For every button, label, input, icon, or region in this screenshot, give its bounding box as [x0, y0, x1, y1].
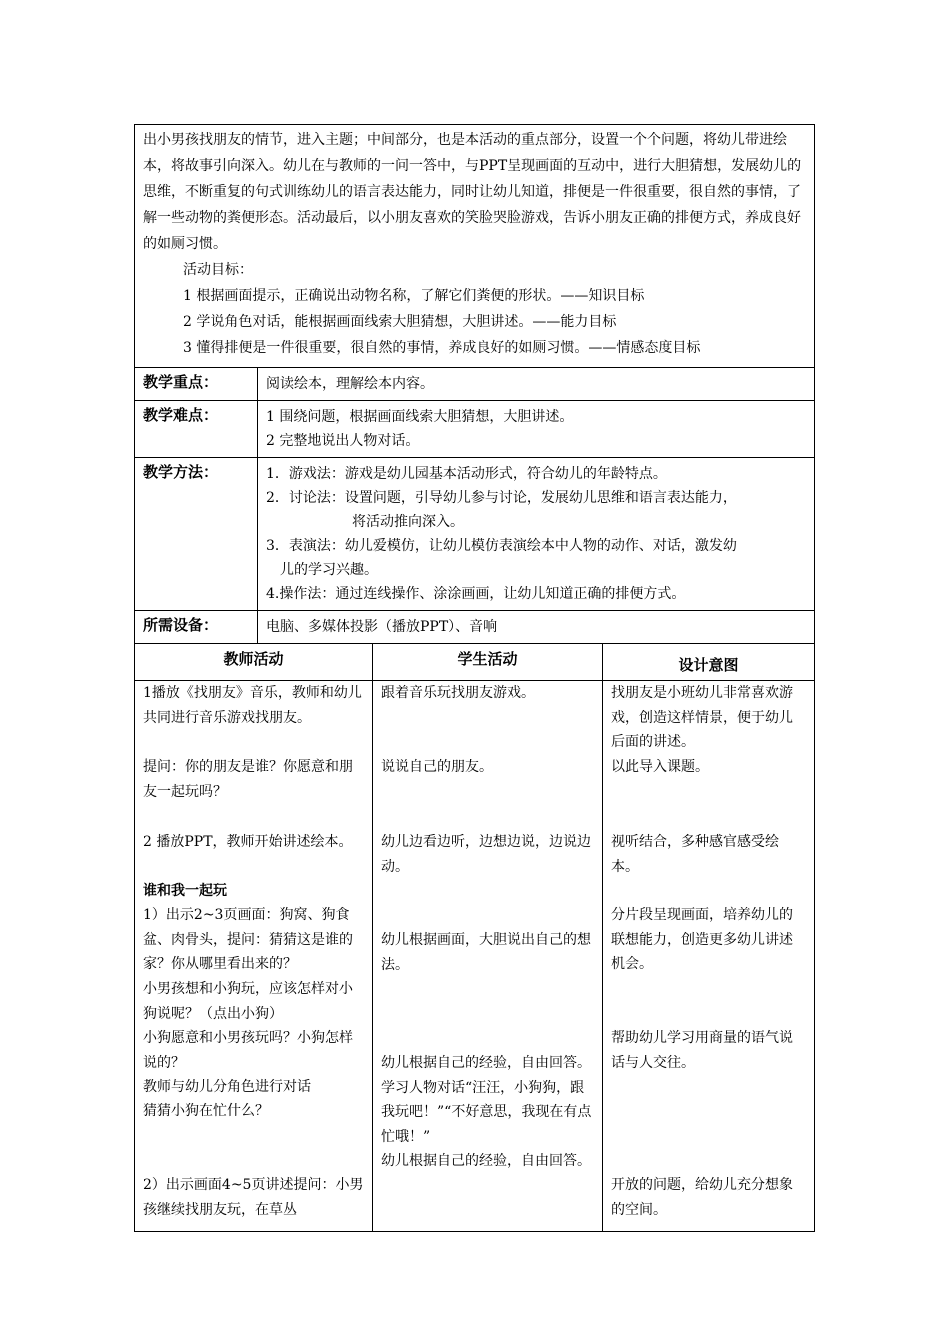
teacher-step: 小男孩想和小狗玩，应该怎样对小狗说呢？（点出小狗）: [143, 981, 353, 1022]
method-item: 2．讨论法：设置问题，引导幼儿参与讨论，发展幼儿思维和语言表达能力，: [266, 490, 737, 506]
intro-paragraph: 出小男孩找朋友的情节，进入主题；中间部分，也是本活动的重点部分，设置一个个问题，将幼儿带进绘本，将故事引向深入。幼儿在与教师的一问一答中，与PPT呈现画面的互动中，进行大胆猜想，发展幼儿的思维，不断重复的句式训练幼儿的语言表达能力，同时让幼儿知道，排便是一件很重要，很自然的事情，了解一些动物的粪便形态。活动最后，以小朋友喜欢的笑脸哭脸游戏，告诉小朋友正确的排便方式，养成良好的如厕习惯。: [143, 132, 802, 252]
goal-item: 2 学说角色对话，能根据画面线索大胆猜想，大胆讲述。——能力目标: [183, 314, 617, 330]
activity-body-row: [135, 681, 814, 1231]
student-activity-cell: [373, 681, 603, 1231]
equipment-text: 电脑、多媒体投影（播放PPT）、音响: [266, 619, 498, 635]
difficulty-text: [258, 401, 814, 457]
student-step: 幼儿根据自己的经验，自由回答。: [381, 1153, 591, 1169]
difficulty-line: 2 完整地说出人物对话。: [266, 433, 420, 449]
difficulty-row: [135, 401, 814, 458]
key-point-label: 教学重点：: [135, 368, 258, 400]
teacher-section-title: 谁和我一起玩: [143, 883, 227, 899]
student-step: 跟着音乐玩找朋友游戏。: [381, 685, 535, 701]
student-step: 幼儿边看边听，边想边说，边说边动。: [381, 834, 591, 875]
goals-title: 活动目标：: [183, 262, 253, 278]
equipment-row: [135, 611, 814, 644]
method-item-cont: 将活动推向深入。: [352, 514, 464, 530]
design-intent-cell: [603, 681, 814, 1231]
design-note: 视听结合，多种感官感受绘本。: [611, 834, 779, 875]
goal-item: 3 懂得排便是一件很重要，很自然的事情，养成良好的如厕习惯。——情感态度目标: [183, 340, 701, 356]
teacher-step: 教师与幼儿分角色进行对话: [143, 1079, 311, 1095]
methods-row: [135, 458, 814, 611]
design-note: 找朋友是小班幼儿非常喜欢游戏，创造这样情景，便于幼儿后面的讲述。: [611, 685, 793, 750]
teacher-activity-header: 教师活动: [135, 644, 373, 680]
design-intent-header: 设计意图: [678, 656, 739, 674]
student-step: 说说自己的朋友。: [381, 759, 493, 775]
equipment-label: 所需设备：: [135, 611, 258, 643]
method-item: 1．游戏法：游戏是幼儿园基本活动形式，符合幼儿的年龄特点。: [266, 466, 667, 482]
method-item-cont: 儿的学习兴趣。: [280, 562, 378, 578]
activity-header-row: [135, 644, 814, 681]
teacher-step: 提问：你的朋友是谁？你愿意和朋友一起玩吗？: [143, 759, 353, 800]
method-item: 4.操作法：通过连线操作、涂涂画画，让幼儿知道正确的排便方式。: [266, 586, 686, 602]
key-point-text: 阅读绘本，理解绘本内容。: [266, 376, 434, 392]
teacher-step: 小狗愿意和小男孩玩吗？小狗怎样说的？: [143, 1030, 353, 1071]
teacher-step: 2）出示画面4~5页讲述提问：小男孩继续找朋友玩，在草丛: [143, 1177, 364, 1218]
design-note: 帮助幼儿学习用商量的语气说话与人交往。: [611, 1030, 793, 1071]
key-point-row: [135, 368, 814, 401]
intro-section: [135, 125, 814, 368]
difficulty-label: 教学难点：: [135, 401, 258, 457]
methods-label: 教学方法：: [135, 458, 258, 610]
goal-item: 1 根据画面提示，正确说出动物名称，了解它们粪便的形状。——知识目标: [183, 288, 645, 304]
teacher-step: 1）出示2~3页画面：狗窝、狗食盆、肉骨头，提问：猜猜这是谁的家？你从哪里看出来的？: [143, 907, 353, 972]
design-note: 开放的问题，给幼儿充分想象的空间。: [611, 1177, 793, 1218]
lesson-plan-table: [134, 124, 815, 1232]
teacher-activity-cell: [135, 681, 373, 1231]
student-activity-header: 学生活动: [373, 644, 603, 680]
design-note: 以此导入课题。: [611, 759, 709, 775]
methods-text: [258, 458, 814, 610]
student-step: 幼儿根据自己的经验，自由回答。学习人物对话“汪汪，小狗狗，跟我玩吧！”“不好意思，我现在有点忙哦！”: [381, 1055, 592, 1145]
teacher-step: 猜猜小狗在忙什么？: [143, 1103, 269, 1119]
method-item: 3．表演法：幼儿爱模仿，让幼儿模仿表演绘本中人物的动作、对话，激发幼: [266, 538, 737, 554]
design-note: 分片段呈现画面，培养幼儿的联想能力，创造更多幼儿讲述机会。: [611, 907, 793, 972]
teacher-step: 2 播放PPT，教师开始讲述绘本。: [143, 834, 353, 850]
teacher-step: 1播放《找朋友》音乐，教师和幼儿共同进行音乐游戏找朋友。: [143, 685, 362, 726]
difficulty-line: 1 围绕问题，根据画面线索大胆猜想，大胆讲述。: [266, 409, 574, 425]
student-step: 幼儿根据画面，大胆说出自己的想法。: [381, 932, 591, 973]
